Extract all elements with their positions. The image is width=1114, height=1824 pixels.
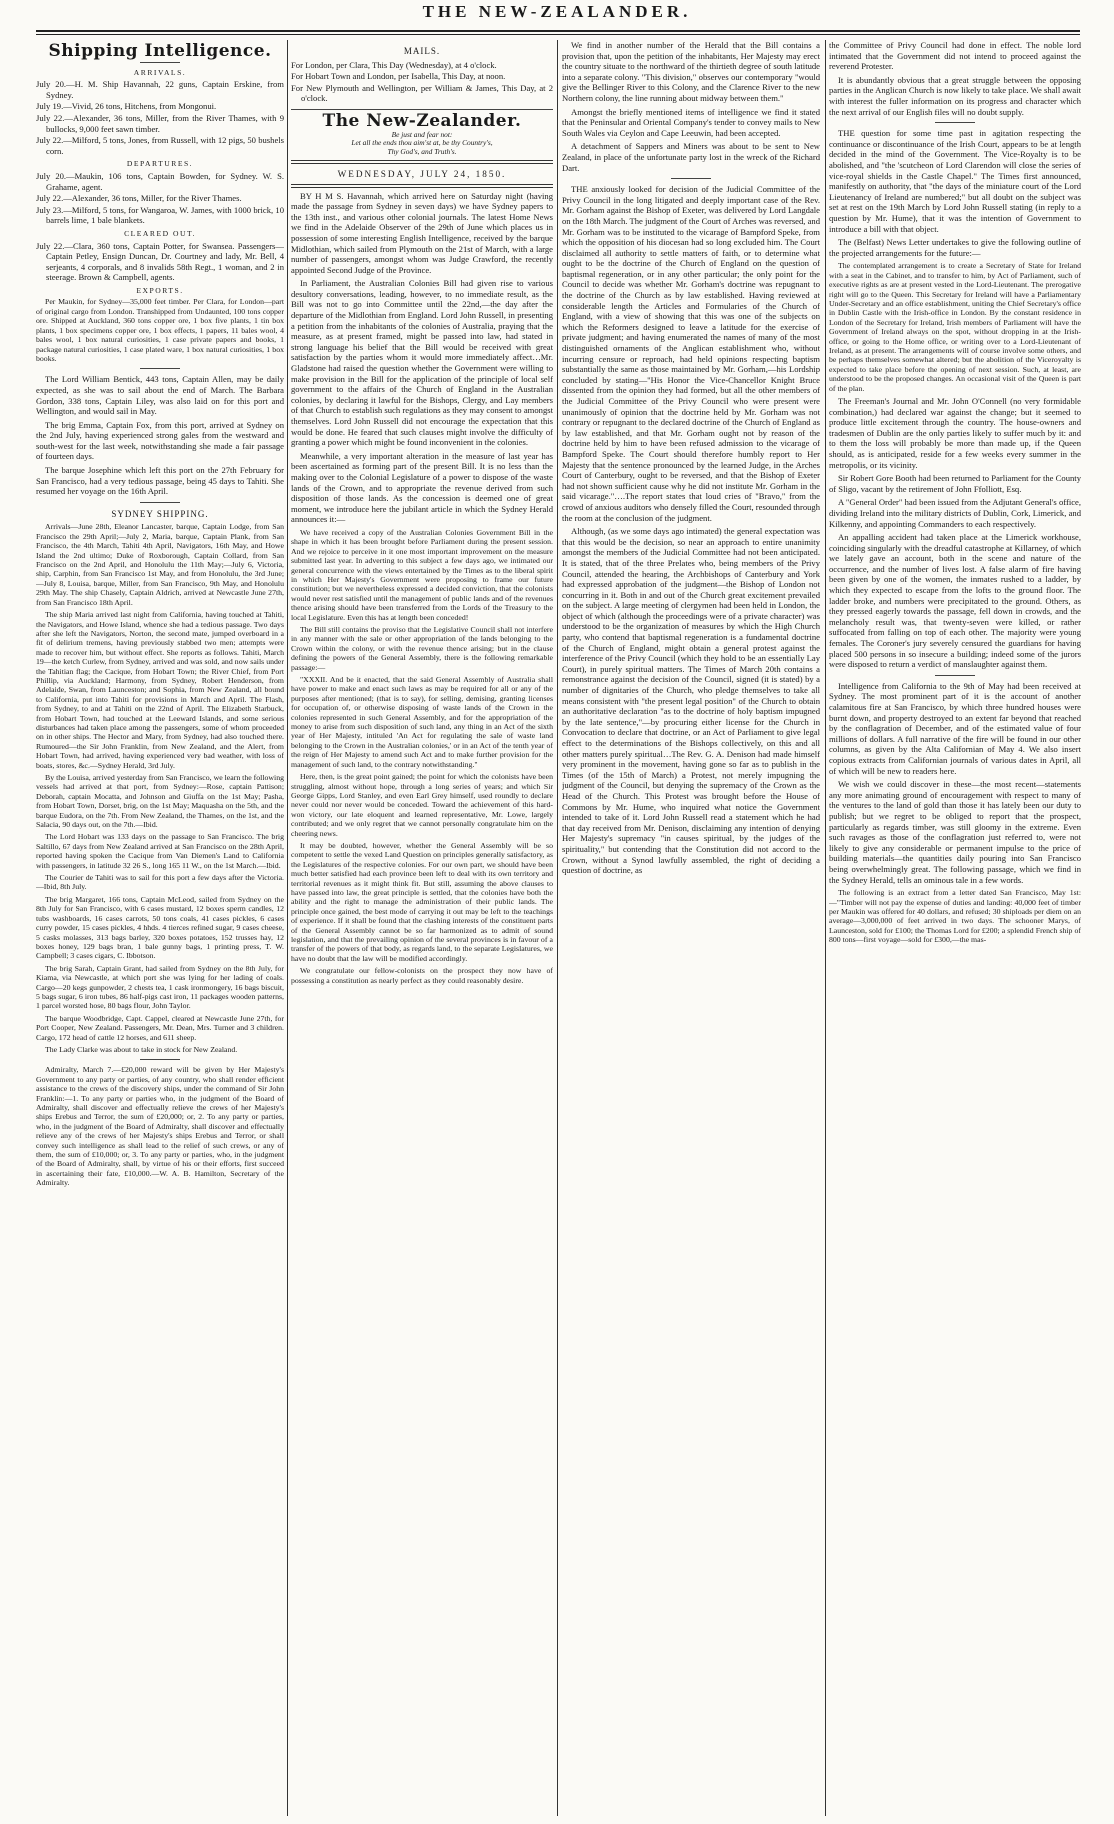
mail-item: For London, per Clara, This Day (Wednesday), at 4 o'clock. (291, 59, 497, 70)
quoted-paragraph: We have received a copy of the Australian Colonies Government Bill in the shape in which it has been brought before Parliament during the present session. And we rejoice to perceive in it one most important improvement on the measure submitted last year. In adverting to this subject a few days ago, we intimated our general concurrence with the views entertained by the Times as to the liberal spirit in which Her Majesty's Government were proposing to frame our future constitution; but we nevertheless expressed a decided conviction, that the colonists would never rest satisfied until the management of public lands and of the revenues thence arising should have been transferred from the Lords of the Treasury to the local Legislature. Even this has at length been conceded! (291, 527, 553, 622)
paper-title: The New-Zealander. (322, 110, 522, 131)
column-divider (557, 40, 558, 1816)
quoted-paragraph: The following is an extract from a letter dated San Francisco, May 1st:—"Timber will not pay the expense of duties and landing: 40,000 feet of timber per Maukin was offered for 40 dollars, and refused; 30 shiploads per diem on an average—3,000,000 of feet arrived in two days. The schooner Marys, of Launceston, sold for £100; the Thomas Lord for £200; a splendid French ship of 800 tons—first voyage—sold for £300,—the mas- (829, 888, 1081, 945)
quoted-paragraph: "XXXII. And be it enacted, that the said General Assembly of Australia shall have power to make and enact such laws as may be required for all or any of the purposes after mentioned; (that is to say), for selling, demising, granting licenses for occupation of, or otherwise disposing of waste lands of the Crown in the colonies represented in such General Assembly, and for the appropriation of the money to arise from such disposition of such land, any thing in an Act of the sixth year of Her Majesty, intituled 'An Act for regulating the sale of waste land belonging to the Crown in the Australian colonies,' or in an Act of the tenth year of the reign of Her Majesty to amend such Act and to make further provision for the management of such land, to the contrary notwithstanding." (291, 675, 553, 769)
divider (140, 1059, 180, 1060)
sydney-paragraph: By the Louisa, arrived yesterday from San Francisco, we learn the following vessels had arrived at that port, from Sydney:—Rose, captain Pattison; Deborah, captain Mocatta, and Johnson and Giuffa on the 1st May; Pasha, from Hobart Town, Dorset, brig, on the 1st May; Maquasha on the 5th, and the barque Eudora, on the 7th. From New Zealand, the Thames, on the 1st, and the Salacia, 90 days out, on the 7th.—Ibid. (36, 773, 284, 830)
quoted-paragraph: It may be doubted, however, whether the General Assembly will be so competent to settle the vexed Land Question on principles generally satisfactory, as the Legislatures of the respective colonies. For our own part, we should have been much better satisfied had each province been left to deal with its own territory and territorial revenues as it might think fit. But still, assuming the above clauses to have passed into law, the great principle is settled, that the colonies have both the ability and the right to manage the administration of their public lands. The principle once gained, the best mode of carrying it out may be left to the teachings of experience. If it shall be found that the clashing interests of the constituent parts of the General Assembly cannot be so far harmonized as to admit of sound legislation, and that the prevailing opinion of the several provinces is in favour of a transfer of the powers of that body, as regards land, to the separate Legislatures, we have no doubt that the law will be modified accordingly. (291, 840, 553, 963)
sydney-paragraph: Arrivals—June 28th, Eleanor Lancaster, barque, Captain Lodge, from San Francisco the 29th April;—July 2, Maria, barque, Captain Plank, from San Francisco, the 4th March, Tahiti 4th April, Navigators, 16th May, and Howe Island the 2nd ultimo; Duke of Roxborough, Captain Collard, from San Francisco on the 2nd April, and Honolulu the 11th May;—July 6, Victoria, ship, Carphin, from San Francisco 1st May, and from Honolulu, the 3rd June;—July 8, Louisa, barque, Miller, from San Francisco, 9th May, and Honolulu 29th May. The ship Chasely, Captain Aldrich, arrived at Newcastle June 27th, from San Francisco 18th April. (36, 522, 284, 607)
departure-item: July 20.—Maukin, 106 tons, Captain Bowden, for Sydney. W. S. Grahame, agent. (36, 170, 284, 192)
shipping-note: The barque Josephine which left this port on the 27th February for San Francisco, had a very tedious passage, being 45 days to Tahiti. She resumed her voyage on the 16th April. (36, 465, 284, 497)
masthead: THE NEW-ZEALANDER. (422, 2, 692, 21)
sydney-paragraph: The brig Sarah, Captain Grant, had sailed from Sydney on the 8th July, for Kiama, via Newcastle, at which port she was lying for her lading of coals. Cargo—20 kegs gunpowder, 2 chests tea, 1 cask ironmongery, 16 bags biscuit, 5 bags sugar, 6 iron tubes, 86 half-pigs cast iron, 11 packages wooden patterns, 1 parcel worsted hose, 80 bags flour, John Taylor. (36, 963, 284, 1011)
exports-heading: EXPORTS. (136, 285, 184, 295)
arrival-item: July 22.—Alexander, 36 tons, Miller, from the River Thames, with 9 bullocks, 9,000 feet sawn timber. (36, 112, 284, 134)
masthead-rule-thin (36, 34, 1080, 35)
sydney-paragraph: The Lord Hobart was 133 days on the passage to San Francisco. The brig Saltillo, 67 days from New Zealand arrived at San Francisco on the 28th April, reported having spoken the Cacique from Van Diemen's Land to California with passengers, in latitude 32 26 S., long 165 11 W., on the 1st March.—Ibid. (36, 832, 284, 870)
divider (935, 122, 975, 123)
shipping-note: The Lord William Bentick, 443 tons, Captain Allen, may be daily expected, as she was to sail about the end of March. The Barbara Gordon, 338 tons, Captain Liley, was also laid on for this port and Wellington, and would sail in May. (36, 374, 284, 417)
mail-item: For Hobart Town and London, per Isabella, This Day, at noon. (291, 71, 506, 82)
mail-item: For New Plymouth and Wellington, per William & James, This Day, at 2 o'clock. (291, 82, 553, 104)
motto-line: Thy God's, and Truth's. (387, 147, 457, 157)
admiralty-notice: Admiralty, March 7.—£20,000 reward will be given by Her Majesty's Government to any party or parties, of any country, who shall render efficient assistance to the crews of the discovery ships, under the command of Sir John Franklin:—1. To any party or parties who, in the judgment of the Board of Admiralty, shall discover and effectually relieve the crews of her Majesty's ships Erebus and Terror, the sum of £20,000; or, 2. To any party or parties, who, in the judgment of the Board of Admiralty, shall discover and effectually relieve any of the crews of her Majesty's ships Erebus and Terror, or shall convey such intelligence as shall lead to the relief of such crews, or any of them, the sum of £10,000; or, 3. To any party or parties, who, in the judgment of the Board of Admiralty, shall, by virtue of his or their efforts, first succeed in ascertaining their fate, £10,000.—W. A. B. Hamilton, Secretary of the Admiralty. (36, 1065, 284, 1188)
motto-line: Let all the ends thou aim'st at, be thy Country's, (351, 138, 493, 148)
masthead-rule (36, 30, 1080, 32)
arrival-item: July 22.—Milford, 5 tons, Jones, from Russell, with 12 pigs, 50 bushels corn. (36, 135, 284, 156)
quoted-paragraph: The Bill still contains the proviso that the Legislative Council shall not interfere in any manner with the sale or other appropriation of the lands belonging to the Crown within the colony, or with the revenue thence arising; but in the clause defining the powers of the General Assembly, there is the following remarkable passage:— (291, 625, 553, 672)
quoted-paragraph: The contemplated arrangement is to create a Secretary of State for Ireland with a seat in the Cabinet, and to transfer to him, by Act of Parliament, such of executive rights as are at present vested in the Lord-Lieutenant. The prerogative right will go to the Queen. This Secretary for Ireland will have a Parliamentary Under-Secretary and an office establishment, uniting the Chief Secretary's office in Dublin Castle with the Irish-office in London. By the constant residence in London of the Secretary for Ireland, Irish members of Parliament will have the Government of Ireland always on the spot, without dropping in at the Irish-office, or going to the Home office, or writing over to a Lord-Lieutenant of Ireland, as at present. The arrangements will of course involve some others, and be perhaps themselves somewhat altered; but the abolition of the Viceroyalty is expected to take place before the opening of next session. Such, at least, are understood to be the proposed changes. An occasional visit of the Queen is part of the plan. (829, 261, 1081, 393)
arrival-item: July 20.—H. M. Ship Havannah, 22 guns, Captain Erskine, from Sydney. (36, 79, 284, 100)
article-paragraph: Intelligence from California to the 9th of May had been received at Sydney. The most prominent part of it is the account of another calamitous fire at San Francisco, by which three hundred houses were burnt down, and property destroyed to an extent far beyond that reached by the conflagration of December, and of the estimated value of four millions of dollars. A full narrative of the fire will be found in our other columns, as given by the Alta Californian of May 4. We also insert copious extracts from Californian journals of various dates in April, all of which will be new to readers here. (829, 680, 1081, 776)
shipping-note: The brig Emma, Captain Fox, from this port, arrived at Sydney on the 2nd July, having experienced strong gales from the westward and south-west for the last week, notwithstanding she made a fair passage of fourteen days. (36, 419, 284, 462)
departure-item: July 23.—Milford, 5 tons, for Wangaroa, W. James, with 1000 brick, 10 barrels lime, 1 bale blankets. (36, 204, 284, 226)
divider (935, 675, 975, 676)
column-divider (825, 40, 826, 1816)
article-paragraph: Amongst the briefly mentioned items of intelligence we find it stated that the Peninsular and Oriental Company's tender to convey mails to New South Wales via Ceylon and Cape Leeuwin, had been accepted. (562, 106, 820, 138)
article-paragraph: the Committee of Privy Council had done in effect. The noble lord intimated that the Government did not intend to proceed against the reverend Protester. (829, 40, 1081, 72)
departures-heading: DEPARTURES. (126, 159, 194, 169)
sydney-paragraph: The brig Margaret, 166 tons, Captain McLeod, sailed from Sydney on the 8th July for San Francisco, with 6 cases mustard, 12 boxes sperm candles, 12 tubs washboards, 16 cases carrots, 50 tons coals, 41 cases pickles, 6 cases curry powder, 15 cases pickles, 4 hhds. 4 tierces refined sugar, 9 cases cheese, 5 casks molasses, 313 bags barley, 320 boxes potatoes, 152 trusses hay, 12 boxes honey, 129 bags bran, 1 bale gunny bags, 1 printing press, T. W. Campbell; 3 cases cigars, C. Ibbotson. (36, 894, 284, 961)
article-paragraph: It is abundantly obvious that a great struggle between the opposing parties in the Anglican Church is now likely to take place. We shall await with interest the fuller information on its progress and character which the next arrival of our English files will no doubt supply. (829, 74, 1081, 117)
article-paragraph: Sir Robert Gore Booth had been returned to Parliament for the County of Sligo, vacant by the retirement of John Ffolliott, Esq. (829, 473, 1081, 494)
article-paragraph: THE anxiously looked for decision of the Judicial Committee of the Privy Council in the long litigated and deeply important case of the Rev. Mr. Gorham against the Bishop of Exeter, was delivered by Lord Langdale on the 18th March. The judgment of the Court of Arches was reversed, and Mr. Gorham was to be instituted to the vicarage of Bampford Speke, from which the opposition of his diocesan had so long excluded him. The Court disclaimed all authority to settle matters of faith, or to determine what ought to be the doctrine of the Church of England on the question of baptismal regeneration, or in any other particular; the only point for the Council to decide was whether Mr. Gorham's doctrine was repugnant to the doctrine of the Church as by law established. Having reviewed at considerable length the Articles and Formularies of the Church of England, with a view of showing that this was one of the subjects on which the Reformers designed to leave a latitude for the exercise of private judgment; and having enumerated the names of many of the most distinguished ornaments of the Anglican establishment who, without incurring censure or reproach, had held opinions respecting baptism substantially the same as those maintained by Mr. Gorham,—his Lordship concluded by stating—"His Honor the Vice-Chancellor Knight Bruce dissented from the opinion they had formed, but all the other members of the Judicial Committee of the Privy Council who were present were unanimously of opinion that the doctrine held by Mr. Gorham was not contrary or repugnant to the declared doctrine of the Church of England as by law established, and that Mr. Gorham ought not by reason of the doctrine held by him to have been refused admission to the vicarage of Bampford Speke. The Court should therefore humbly report to Her Majesty that the sentence pronounced by the learned Judge, in the Arches Court of Canterbury, ought to be reversed, and that the Bishop of Exeter had not shown sufficient cause why he did not institute Mr. Gorham in the said vicarage."….The report states that loud cries of "Bravo," from the crowd of anxious auditors who densely filled the Court, resounded through the room at the conclusion of the judgment. (562, 184, 820, 523)
divider (140, 368, 180, 369)
exports-text: Per Maukin, for Sydney—35,000 feet timber. Per Clara, for London—part of original cargo from London. Transhipped from Undaunted, 100 tons copper ore. Shipped at Auckland, 360 tons copper ore, 1 box five plants, 1 tin box plants, 1 box specimens copper ore, 1 box effects, 1 papers, 11 bales wool, 4 bales wool, 1 box natural curiosities, 1 case private papers and books, 1 package natural curiosities, 1 case plated ware, 1 box natural curiosities, 1 box books. (36, 297, 284, 363)
cleared-heading: CLEARED OUT. (124, 228, 196, 238)
divider (291, 109, 553, 110)
column-1 (36, 40, 284, 1820)
quoted-paragraph: Here, then, is the great point gained; the point for which the colonists have been struggling, almost without hope, through a long series of years; and which Sir George Gipps, Lord Stanley, and even Earl Grey himself, used roundly to declare never could nor never would be conceded. Toward the achievement of this hard-won victory, our late eloquent and learned representative, Mr. Lowe, largely contributed; and we only regret that we cannot personally congratulate him on the cheering news. (291, 772, 553, 838)
mails-title: MAILS. (403, 46, 441, 56)
article-paragraph: In Parliament, the Australian Colonies Bill had given rise to various desultory conversations, leading, however, to no immediate result, as the Bill was not to go into Committee until the 22nd,—the day after the departure of the Midlothian from England. Lord John Russell, in presenting a petition from the inhabitants of the colonies of Australia, praying that the measure, as at present framed, might be passed into law, had stated in strong language his belief that the Bill would be received with great satisfaction by the parties whom it would more immediately affect…Mr. Gladstone had raised the question whether the Government were willing to make provision in the Bill for the application of the principle of local self government to the affairs of the Church of England in the Australian colonies, by declaring it lawful for the Bishops, Clergy, and Lay members of that Church to establish such regulations as they may consent to amongst themselves. Lord John Russell did not encourage the expectation that this would be done. He feared that such clauses might involve the difficulty of granting a power which might be found inconvenient in the colonies. (291, 278, 553, 448)
divider (140, 62, 180, 63)
article-paragraph: Meanwhile, a very important alteration in the measure of last year has been ascertained as forming part of the present Bill. It is no less than the making over to the Colonial Legislature of a power to dispose of the waste lands of the Crown, and to appropriate the revenue derived from such disposition of those lands. As the concession is deemed one of great moment, we introduce here the jubilant article in which the Sydney Herald announces it:— (291, 450, 553, 525)
article-paragraph: THE question for some time past in agitation respecting the continuance or discontinuance of the Irish Court, appears to be at length decided in the mind of the Government. The Vice-Royalty is to be abolished, and "the 'scutcheon of Lord Clarendon will close the series of vice-royal shields in the Castle Chapel." The Times first announced, manifestly on authority, that "the days of the miniature court of the Lord Lieutenancy of Ireland are numbered;" but all doubt on the subject was set at rest on the 19th March by Lord John Russell stating (in reply to a question by Mr. Hume), that it was the intention of Government to introduce a bill with that object. (829, 128, 1081, 234)
article-paragraph: Although, (as we some days ago intimated) the general expectation was that this would be the decision, so near an approach to entire unanimity amongst the members of the Judicial Committee had not been anticipated. It is stated, that of the three Prelates who, being members of the Privy Council, attended the hearing, the Archbishops of Canterbury and York had expressed approbation of the judgment—the Bishop of London not concurring in it. Both in and out of the Church great excitement prevailed on the subject. A large meeting of clergymen had been held in London, the object of which (although the proceedings were of a private character) was understood to be the organization of measures by which the High Church party, who contend that baptismal regeneration is a fundamental doctrine of the Church of England, might obtain a general protest against the interference of the Privy Council (which they hold to be an essentially Lay Court), in purely spiritual matters. The Times of March 20th contains a remonstrance against the decision of the Council, signed (it is stated) by a number of dignitaries of the Church, who pledge themselves to take all means consistent with "the present legal position" of the Church to obtain an authoritative declaration "as to the doctrine of holy baptism impugned by the late sentence,"—by procuring either license for the Church in Convocation to declare that doctrine, or an Act of Parliament to give legal effect to the determinations of the Bishops collectively, on this and all other matters purely spiritual…The Rev. G. A. Denison had made himself very prominent in the movement, having gone so far as to publish in the Times (of the 15th of March) a Protest, not merely impugning the judgment of the Council, but denying the supremacy of the Crown as the Head of the Church. This Protest was brought before the House of Commons by Mr. Hume, who inquired what notice the Government intended to take of it. Lord John Russell read a statement which he had that day received from Mr. Denison, disclaiming any intention of denying Her Majesty's supremacy "in causes spiritual, by the judges of the spirituality," but contending that the Constitution did not accord to the Crown, without a Synod lawfully assembled, the right of deciding a question of doctrine, as (562, 526, 820, 876)
shipping-title: Shipping Intelligence. (48, 41, 272, 61)
article-paragraph: The Freeman's Journal and Mr. John O'Connell (no very formidable combination,) had declared war against the change; but it seemed to produce little excitement through the country. The house-owners and tradesmen of Dublin are the only parties likely to suffer much by it: and to them the loss will probably be more than made up, if the Queen should, as is anticipated, reside for a few weeks every summer in the metropolis, or its vicinity. (829, 395, 1081, 470)
article-paragraph: BY H M S. Havannah, which arrived here on Saturday night (having made the passage from Sydney in seven days) we have Sydney papers to the 13th inst., and various other colonial journals. The latest Home News we find in the Adelaide Observer of the 29th of June which places us in possession of some interesting English Intelligence, received by the barque Midlothian, which sailed from Plymouth on the 21st of March, with a large number of passengers, amongst whom was Judge Crawford, the recently appointed Second Judge of the Province. (291, 190, 553, 275)
sydney-paragraph: The ship Maria arrived last night from California, having touched at Tahiti, the Navigators, and Howe Island, whence she had a tedious passage. Two days after she left the Navigators, Norton, the second mate, jumped overboard in a fit of delirium tremens, having previously stabbed two men; attempts were made to recover him, but without effect. She reports as follows. Tahiti, March 19—the ketch Curlew, from Sydney, arrived and was sold, and now sails under the Tahitian flag; the Cacique, from Hobart Town; the River Chief, from Port Phillip, via Auckland; Harmony, from Sydney, Robert Henderson, from Adelaide, Swan, from Launceston; and Sophia, from New Zealand, all bound to California, put into Tahiti for provisions in March and April. The Flash, from Sydney, to and at Tahiti on the 22nd of April. The Elizabeth Starbuck, from Hobart Town, had touched at the Leeward Islands, and some serious disturbances had taken place among the passengers, some of whom proceeded on in other ships. The Hector and Mary, from Sydney, had also touched there. Rumoured—the Sir John Franklin, from New Zealand, and the Alert, from Hobart Town, had arrived, having experienced very bad weather, with loss of boats, stores, &c.—Sydney Herald, 3rd July. (36, 610, 284, 770)
sydney-paragraph: The Courier de Tahiti was to sail for this port a few days after the Victoria.—Ibid, 8th July. (36, 873, 284, 892)
divider (140, 502, 180, 503)
column-4 (829, 40, 1081, 1820)
arrival-item: July 19.—Vivid, 26 tons, Hitchens, from Mongonui. (36, 101, 217, 112)
sydney-paragraph: The Lady Clarke was about to take in stock for New Zealand. (45, 1044, 238, 1054)
article-paragraph: A "General Order" had been issued from the Adjutant General's office, dividing Ireland into the military districts of Dublin, Cork, Limerick, and Kilkenny, and appointing Commanders to each respectively. (829, 497, 1081, 529)
sydney-paragraph: The barque Woodbridge, Capt. Cappel, cleared at Newcastle June 27th, for Port Cooper, New Zealand. Passengers, Mr. Dean, Mrs. Turner and 3 children. Cargo, 172 head of cattle 12 horses, and 611 sheep. (36, 1013, 284, 1042)
departure-item: July 22.—Alexander, 36 tons, Miller, for the River Thames. (36, 193, 242, 204)
article-paragraph: We wish we could discover in these—the most recent—statements any more animating ground of encouragement with respect to many of the ventures to the land of gold than those it has lately been our duty to publish; but we regret to be obliged to report that the prospect, particularly as regards timber, was still gloomy in the extreme. Even such ravages as those of the conflagration just referred to, were not likely to give any considerable or permanent impulse to the price of building materials—the quantities daily pouring into San Francisco being overwhelmingly great. The following passage, which we find in the Sydney Herald, tells an ominous tale in a few words. (829, 779, 1081, 885)
column-2 (291, 40, 553, 1820)
column-divider (287, 40, 288, 1816)
divider (671, 178, 711, 179)
column-3 (562, 40, 820, 1820)
article-paragraph: We find in another number of the Herald that the Bill contains a provision that, upon the petition of the inhabitants, Her Majesty may erect the country situate to the northward of the thirtieth degree of south latitude into a separate colony. "This division," observes our contemporary "would give the Bellinger River to this Colony, and the Clarence River to the new Northern colony, the line running about midway between them." (562, 40, 820, 103)
motto-line: Be just and fear not: (391, 129, 453, 139)
article-paragraph: A detachment of Sappers and Miners was about to be sent to New Zealand, in place of the unfortunate party lost in the wreck of the Richard Dart. (562, 141, 820, 173)
cleared-item: July 22.—Clara, 360 tons, Captain Potter, for Swansea. Passengers—Captain Petley, Ensign Duncan, Dr. Courtney and lady, Mr. Bell, 4 serjeants, 4 corporals, and 8 invalids 58th Regt., 1 woman, and 2 in steerage. Brown & Campbell, agents. (36, 240, 284, 283)
quoted-paragraph: We congratulate our fellow-colonists on the prospect they now have of possessing a constitution as nearly perfect as they could reasonably desire. (291, 966, 553, 985)
dateline: WEDNESDAY, JULY 24, 1850. (337, 168, 507, 179)
arrivals-heading: ARRIVALS. (133, 67, 187, 77)
sydney-shipping-title: SYDNEY SHIPPING. (111, 508, 209, 519)
divider (291, 184, 553, 188)
article-paragraph: The (Belfast) News Letter undertakes to give the following outline of the projected arrangements for the future:— (829, 237, 1081, 258)
divider (291, 160, 553, 164)
article-paragraph: An appalling accident had taken place at the Limerick workhouse, coinciding singularly with the dreadful catastrophe at Killarney, of which we lately gave an account, both in the scene and nature of the occurrence, and the number of lives lost. A false alarm of fire having been given by one of the women, the inmates rushed to a ladder, by which they expected to escape from the lofts to the ground floor. The ladder broke, and numbers were precipitated to the ground. Others, as they pressed eagerly towards the passage, fell down in crowds, and the melancholy result was, that twenty-seven were killed, or rather suffocated from falling on top of each other. The majority were young females. The Coroner's jury severely censured the guardians for having placed 500 persons in so insecure a building; indeed some of the jurors were disposed to return a verdict of manslaughter against them. (829, 532, 1081, 670)
